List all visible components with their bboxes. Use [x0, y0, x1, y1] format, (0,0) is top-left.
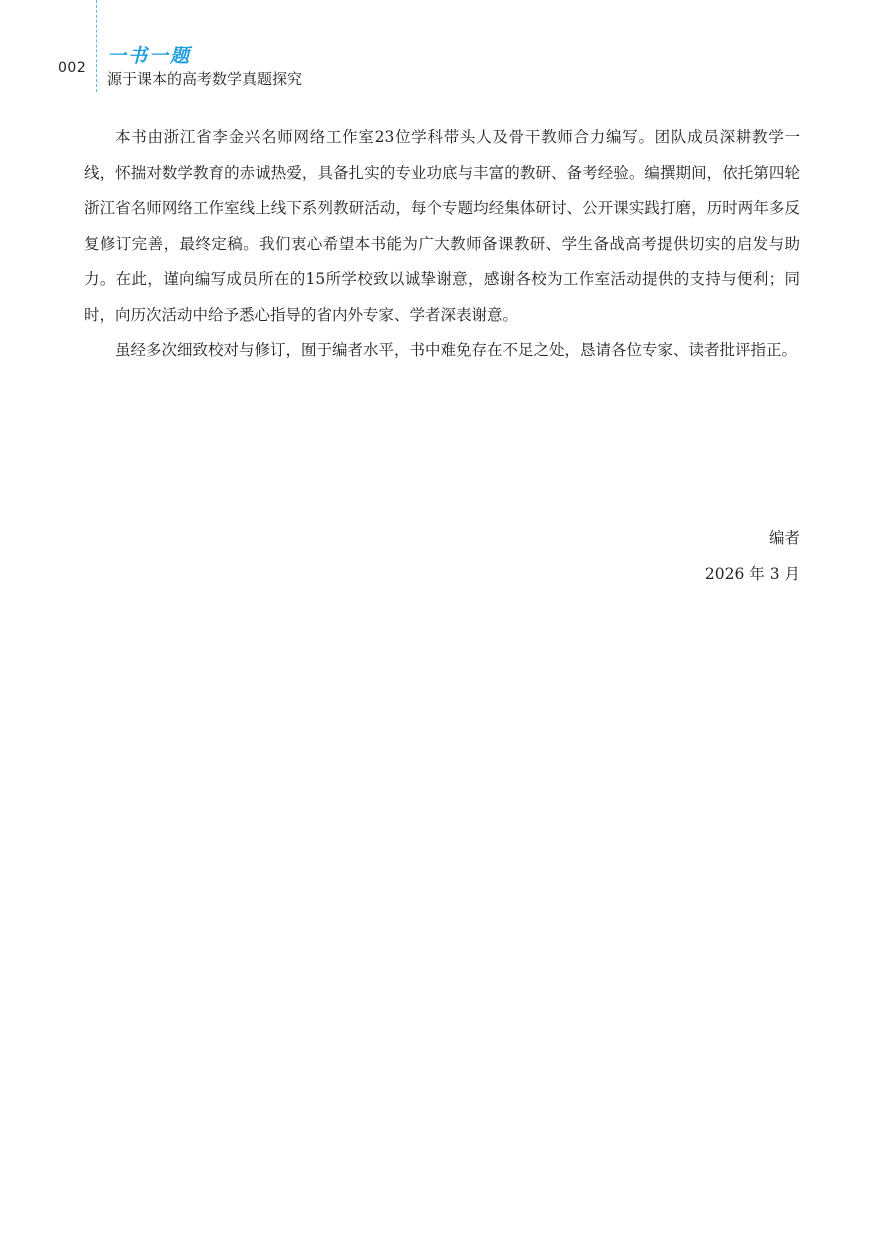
- preface-body: [84, 120, 800, 369]
- signature: [705, 521, 800, 592]
- signature-author: 编者: [768, 529, 800, 547]
- signature-date: 2026 年 3 月: [704, 564, 800, 583]
- page-number: 002: [58, 60, 87, 76]
- series-title: 一书一题: [107, 45, 192, 67]
- book-title: 源于课本的高考数学真题探究: [107, 70, 303, 88]
- paragraph-acknowledgement: 本书由浙江省李金兴名师网络工作室23位学科带头人及骨干教师合力编写。团队成员深耕教学一线，怀揣对数学教育的赤诚热爱，具备扎实的专业功底与丰富的教研、备考经验。编撰期间，依托第四轮浙江省名师网络工作室线上线下系列教研活动，每个专题均经集体研讨、公开课实践打磨，历时两年多反复修订完善，最终定稿。我们衷心希望本书能为广大教师备课教研、学生备战高考提供切实的启发与助力。在此，谨向编写成员所在的15所学校致以诚挚谢意，感谢各校为工作室活动提供的支持与便利；同时，向历次活动中给予悉心指导的省内外专家、学者深表谢意。: [84, 128, 800, 324]
- margin-rule: [96, 0, 97, 92]
- paragraph-disclaimer: 虽经多次细致校对与修订，囿于编者水平，书中难免存在不足之处，恳请各位专家、读者批评指正。: [115, 341, 798, 359]
